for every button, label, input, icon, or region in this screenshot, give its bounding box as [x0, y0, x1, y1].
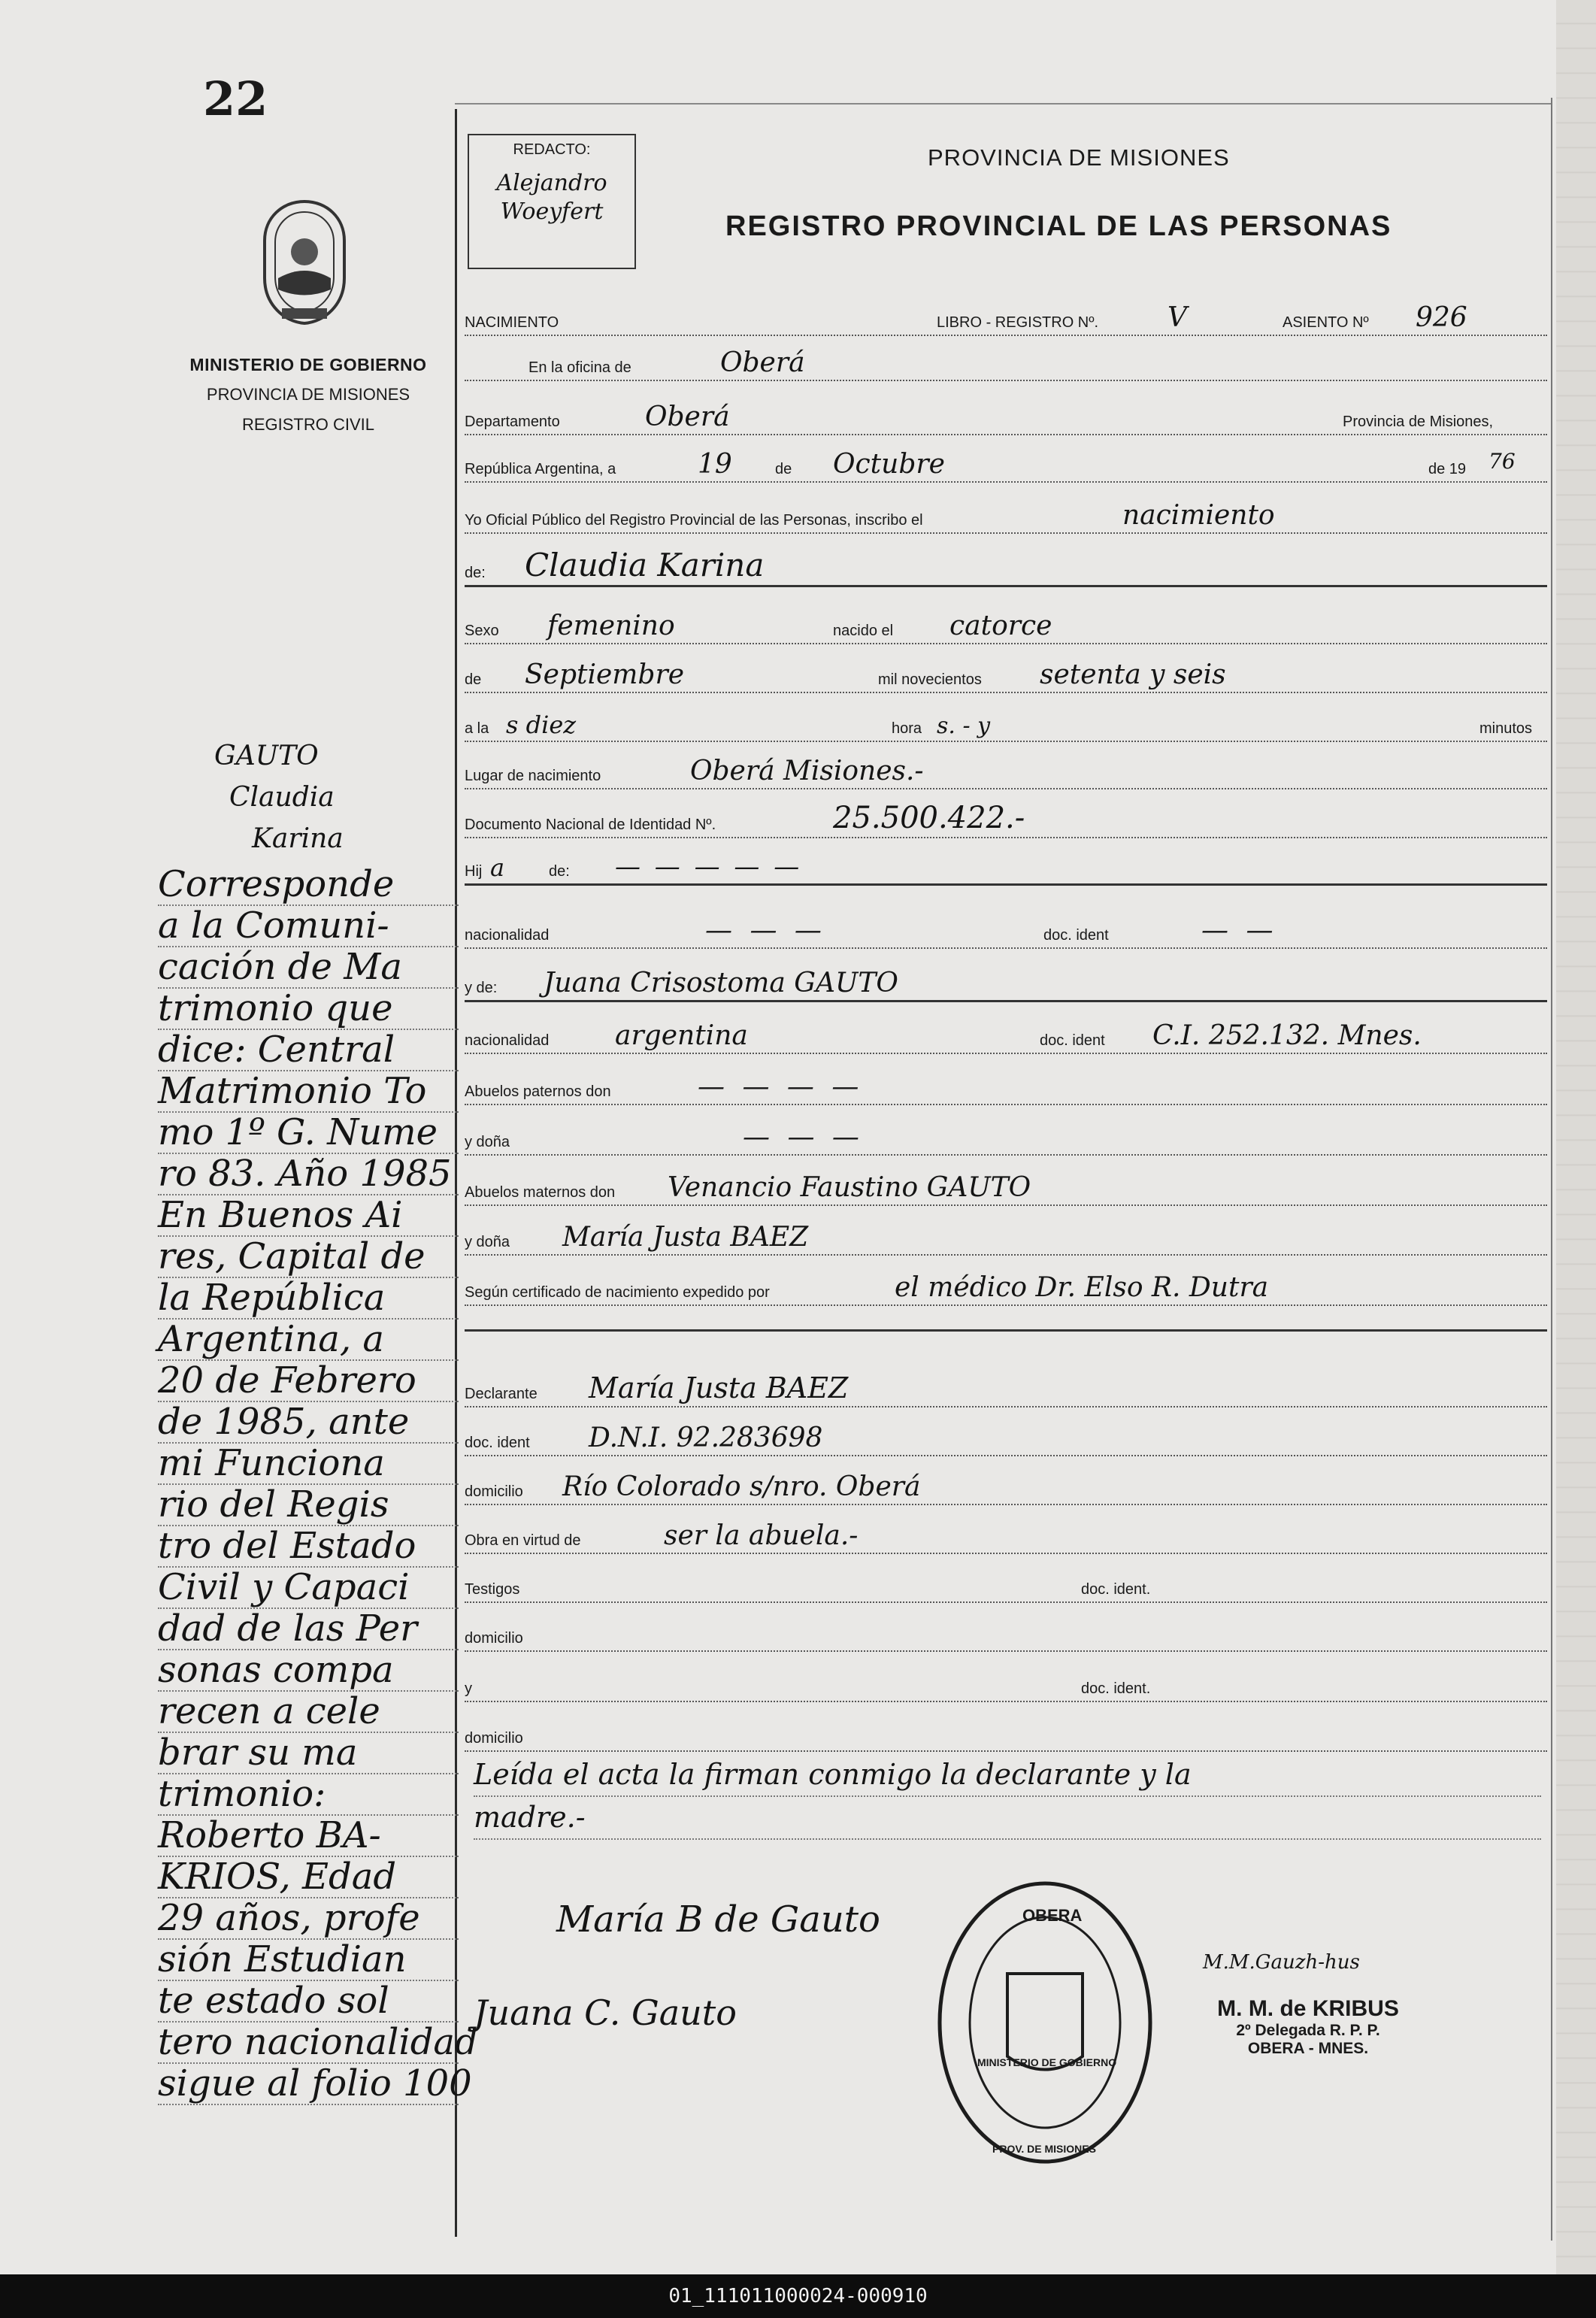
cert-value: el médico Dr. Elso R. Dutra: [895, 1272, 1269, 1303]
note-line: recen a cele: [158, 1692, 459, 1733]
row-nombre: [465, 547, 1547, 587]
sexo-value: femenino: [547, 611, 675, 641]
row-nac2: [465, 1020, 1547, 1054]
declarante-signature: María B de Gauto: [556, 1898, 880, 1941]
note-line: sonas compa: [158, 1650, 459, 1692]
row-domicilio1: [465, 1471, 1547, 1505]
de-label: de: [775, 461, 792, 477]
docident3-value: D.N.I. 92.283698: [589, 1423, 823, 1453]
row-hijo: [465, 853, 1547, 886]
note-line: trimonio que: [158, 989, 459, 1030]
oficial-signature: M.M.Gauzh-hus: [1203, 1951, 1360, 1974]
lugar-label: Lugar de nacimiento: [465, 768, 601, 784]
nacimiento-label: NACIMIENTO: [465, 314, 559, 331]
hora-label: hora: [892, 720, 922, 737]
row-obra: [465, 1520, 1547, 1554]
ydona1-label: y doña: [465, 1134, 510, 1150]
row-hora: [465, 711, 1547, 742]
note-line: mi Funciona: [158, 1444, 459, 1485]
margin-first-name: Claudia: [229, 782, 335, 813]
row-nac1: [465, 917, 1547, 949]
dni-value: 25.500.422.-: [833, 801, 1025, 835]
asiento-value: 926: [1416, 302, 1467, 333]
ydona2-label: y doña: [465, 1234, 510, 1250]
declarante-label: Declarante: [465, 1386, 538, 1402]
note-line: cación de Ma: [158, 947, 459, 989]
row-madre: [465, 970, 1547, 1002]
alas-label: a la: [465, 720, 489, 737]
official-place: OBERA - MNES.: [1247, 2040, 1369, 2057]
madre-signature: Juana C. Gauto: [474, 1992, 737, 2033]
row-docident3: [465, 1425, 1547, 1456]
departamento-label: Departamento: [465, 414, 560, 430]
docident4-label: doc. ident.: [1081, 1581, 1151, 1598]
note-line: mo 1º G. Nume: [158, 1113, 459, 1154]
declarante-value: María Justa BAEZ: [589, 1371, 849, 1404]
mil-value: setenta y seis: [1040, 659, 1226, 690]
sexo-label: Sexo: [465, 623, 499, 639]
closing-line-1: Leída el acta la firman conmigo la declarante y la: [474, 1754, 1541, 1797]
docident2-label: doc. ident: [1040, 1032, 1105, 1049]
note-line: ro 83. Año 1985: [158, 1154, 459, 1195]
note-line: Civil y Capaci: [158, 1568, 459, 1609]
stamp-top: OBERA: [1022, 1906, 1083, 1925]
note-line: rio del Regis: [158, 1485, 459, 1526]
hora-value: s. - y: [937, 713, 991, 739]
hijo-label: Hij: [465, 863, 483, 880]
redacto-box: [468, 134, 636, 269]
redacto-signature: Alejandro Woeyfert: [496, 170, 607, 225]
row-oficial: [465, 502, 1547, 534]
row-testigos: [465, 1571, 1547, 1603]
nacido-label: nacido el: [833, 623, 894, 639]
registry-small: REGISTRO CIVIL: [241, 415, 375, 434]
row-lugar: [465, 758, 1547, 789]
hijo-de-label: de:: [549, 863, 570, 880]
amat-value: Venancio Faustino GAUTO: [668, 1172, 1031, 1203]
nac1-label: nacionalidad: [465, 927, 550, 944]
madre-value: Juana Crisostoma GAUTO: [544, 968, 898, 998]
minutos-label: minutos: [1479, 720, 1533, 737]
official-block: [1165, 1996, 1451, 2058]
row-dni: [465, 801, 1547, 838]
nac2-value: argentina: [615, 1020, 748, 1051]
de-nombre-label: de:: [465, 565, 486, 581]
note-line: de 1985, ante: [158, 1402, 459, 1444]
libro-value: V: [1167, 302, 1187, 333]
row-abuela-materna: [465, 1224, 1547, 1256]
next-page-edge: [1556, 0, 1596, 2274]
dni-label: Documento Nacional de Identidad Nº.: [465, 817, 716, 833]
note-line: res, Capital de: [158, 1237, 459, 1278]
docident5-label: doc. ident.: [1081, 1680, 1151, 1697]
domicilio3-label: domicilio: [465, 1730, 523, 1747]
docident1-label: doc. ident: [1043, 927, 1109, 944]
note-line: dice: Central: [158, 1030, 459, 1071]
row-abuelos-paternos: [465, 1071, 1547, 1105]
note-line: a la Comuni-: [158, 906, 459, 947]
departamento-value: Oberá: [645, 401, 730, 432]
right-rule: [1551, 98, 1552, 2241]
ydona1-value: — — —: [743, 1122, 864, 1153]
footer-code: 01_111011000024-000910: [668, 2285, 928, 2307]
apat-label: Abuelos paternos don: [465, 1083, 611, 1100]
note-line: Matrimonio To: [158, 1071, 459, 1113]
row-domicilio2: [465, 1620, 1547, 1652]
anio-value: 76: [1488, 449, 1516, 474]
lugar-value: Oberá Misiones.-: [690, 756, 924, 786]
cert-label: Según certificado de nacimiento expedido por: [465, 1284, 770, 1301]
note-line: tro del Estado: [158, 1526, 459, 1568]
row-departamento: [465, 401, 1547, 435]
asiento-label: ASIENTO Nº: [1283, 314, 1369, 331]
note-line: KRIOS, Edad: [158, 1857, 459, 1898]
page-number: 22: [203, 71, 268, 126]
row-domicilio3: [465, 1720, 1547, 1752]
note-line: Argentina, a: [158, 1320, 459, 1361]
nac2-label: nacionalidad: [465, 1032, 550, 1049]
row-certificado: [465, 1274, 1547, 1306]
stamp-bottom: PROV. DE MISIONES: [992, 2143, 1096, 2155]
republica-label: República Argentina, a: [465, 461, 616, 477]
mil-label: mil novecientos: [878, 671, 982, 688]
hijo-suffix: a: [490, 853, 505, 882]
note-line: la República: [158, 1278, 459, 1320]
official-title: 2º Delegada R. P. P.: [1236, 2022, 1380, 2039]
domicilio1-label: domicilio: [465, 1483, 523, 1500]
mes2-value: Septiembre: [525, 659, 684, 690]
note-line: Roberto BA-: [158, 1816, 459, 1857]
y-label: y: [465, 1680, 472, 1697]
stamp-ministry: MINISTERIO DE GOBIERNO: [977, 2056, 1117, 2068]
registry-title: REGISTRO PROVINCIAL DE LAS PERSONAS: [725, 211, 1392, 242]
row-abuela-paterna: [465, 1124, 1547, 1156]
libro-label: LIBRO - REGISTRO Nº.: [937, 314, 1099, 331]
docident2-value: C.I. 252.132. Mnes.: [1152, 1020, 1422, 1051]
nombre-value: Claudia Karina: [525, 547, 765, 583]
margin-surname: GAUTO: [214, 741, 319, 771]
note-line: dad de las Per: [158, 1609, 459, 1650]
row-y: [465, 1671, 1547, 1702]
testigos-label: Testigos: [465, 1581, 520, 1598]
nacido-value: catorce: [949, 611, 1052, 641]
note-line: tero nacionalidad: [158, 2021, 478, 2063]
hijo-value: — — — — —: [615, 852, 803, 882]
row-oficina: [465, 347, 1547, 381]
obra-label: Obra en virtud de: [465, 1532, 581, 1549]
provincia-label: Provincia de Misiones,: [1343, 414, 1494, 430]
row-abuelos-maternos: [465, 1174, 1547, 1206]
note-line: 20 de Febrero: [158, 1361, 459, 1402]
top-border: [455, 103, 1552, 105]
note-line: En Buenos Ai: [158, 1195, 459, 1237]
dia-value: 19: [698, 449, 732, 480]
yde-label: y de:: [465, 980, 498, 996]
domicilio1-value: Río Colorado s/nro. Oberá: [562, 1471, 921, 1502]
margin-second-name: Karina: [252, 823, 344, 854]
note-line: Corresponde: [158, 865, 459, 906]
redacto-label: REDACTO:: [513, 141, 591, 158]
ministry-block: [150, 350, 466, 440]
note-line: te estado sol: [158, 1981, 459, 2023]
oficina-label: En la oficina de: [528, 359, 631, 376]
mes-value: Octubre: [833, 449, 945, 480]
note-line: 29 años, profe: [158, 1898, 459, 1940]
row-declarante: [465, 1371, 1547, 1407]
nac1-value: — — —: [705, 915, 826, 946]
official-name: M. M. de KRIBUS: [1217, 1996, 1399, 2021]
oficina-value: Oberá: [720, 347, 805, 378]
closing-text: [474, 1754, 1541, 1840]
docident3-label: doc. ident: [465, 1435, 530, 1451]
obra-value: ser la abuela.-: [664, 1520, 859, 1551]
apat-value: — — — —: [698, 1071, 864, 1102]
oficial-label: Yo Oficial Público del Registro Provincial de las Personas, inscribo el: [465, 512, 923, 529]
ministry-name: MINISTERIO DE GOBIERNO: [189, 355, 427, 374]
province-heading: PROVINCIA DE MISIONES: [928, 144, 1230, 171]
row-nacimiento: [465, 302, 1547, 336]
amat-label: Abuelos maternos don: [465, 1184, 616, 1201]
alas-value: s diez: [506, 711, 577, 739]
closing-line-2: madre.-: [474, 1797, 1541, 1840]
province-small: PROVINCIA DE MISIONES: [206, 385, 410, 404]
note-line: trimonio:: [158, 1774, 459, 1816]
row-mes2: [465, 659, 1547, 693]
domicilio2-label: domicilio: [465, 1630, 523, 1647]
note-line: sión Estudian: [158, 1940, 459, 1981]
section-divider: [465, 1327, 1547, 1332]
oficial-value: nacimiento: [1122, 500, 1275, 531]
anio-label: de 19: [1428, 461, 1467, 477]
note-line: sigue al folio 100: [158, 2062, 472, 2104]
ydona2-value: María Justa BAEZ: [562, 1222, 809, 1253]
row-sexo: [465, 613, 1547, 644]
row-fecha: [465, 451, 1547, 483]
note-line: brar su ma: [158, 1733, 459, 1774]
coat-of-arms-seal-icon: [256, 195, 353, 327]
docident1-value: — —: [1201, 915, 1278, 946]
de2-label: de: [465, 671, 482, 688]
